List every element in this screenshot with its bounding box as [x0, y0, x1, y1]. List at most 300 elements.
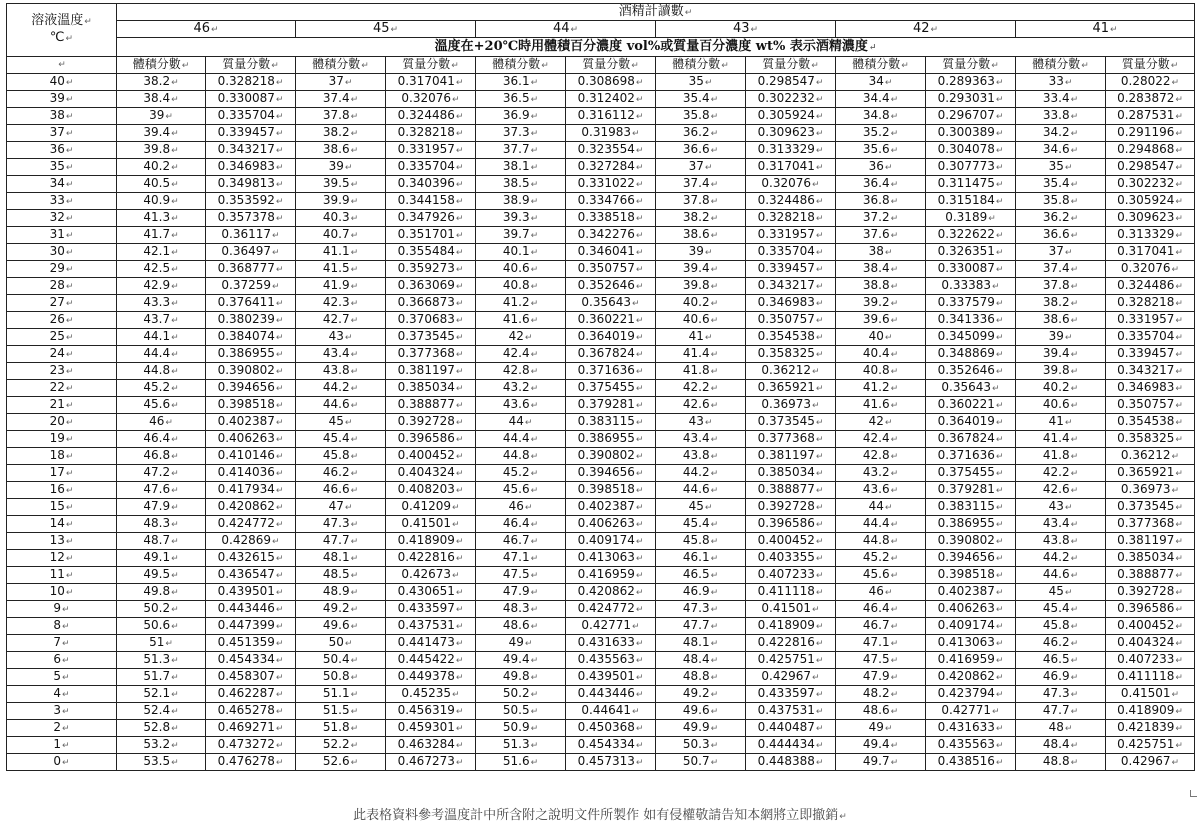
vol-cell [836, 754, 926, 771]
wt-cell-text: 0.407233 [1117, 652, 1175, 666]
vol-cell-text: 38.6 [682, 227, 710, 241]
wt-cell-text: 0.293031 [937, 91, 995, 105]
vol-cell-text: 43.4 [682, 431, 710, 445]
table-row [7, 669, 1195, 686]
vol-cell [656, 686, 746, 703]
paragraph-mark: ↵ [710, 588, 719, 598]
wt-cell [206, 142, 296, 159]
wt-cell-text: 0.462287 [217, 686, 275, 700]
paragraph-mark: ↵ [275, 724, 284, 734]
col-header-vol [117, 57, 206, 74]
wt-cell-text: 0.335704 [757, 244, 815, 258]
paragraph-mark: ↵ [635, 401, 644, 411]
paragraph-mark: ↵ [165, 639, 173, 649]
paragraph-mark: ↵ [710, 214, 719, 224]
temperature-cell-text: 20 [49, 414, 65, 428]
vol-cell-text: 48 [1048, 720, 1064, 734]
paragraph-mark: ↵ [350, 197, 359, 207]
wt-cell-text: 0.413063 [577, 550, 635, 564]
temperature-cell [7, 108, 117, 125]
vol-cell [476, 278, 566, 295]
wt-cell [926, 754, 1016, 771]
wt-cell-text: 0.394656 [217, 380, 275, 394]
table-row [7, 533, 1195, 550]
paragraph-mark: ↵ [890, 299, 899, 309]
paragraph-mark: ↵ [275, 163, 284, 173]
paragraph-mark: ↵ [632, 707, 640, 717]
wt-cell-text: 0.388877 [757, 482, 815, 496]
vol-cell [656, 346, 746, 363]
paragraph-mark: ↵ [1175, 248, 1183, 258]
vol-cell [296, 584, 386, 601]
paragraph-mark: ↵ [890, 367, 899, 377]
paragraph-mark: ↵ [171, 163, 179, 173]
paragraph-mark: ↵ [815, 503, 824, 513]
vol-cell [836, 686, 926, 703]
paragraph-mark: ↵ [171, 248, 179, 258]
reading-header [476, 21, 656, 38]
wt-cell-text: 0.345099 [937, 329, 995, 343]
vol-cell [476, 567, 566, 584]
wt-cell-text: 0.368777 [217, 261, 275, 275]
paragraph-mark: ↵ [1070, 537, 1079, 547]
vol-cell-text: 35 [688, 74, 704, 88]
wt-cell [386, 312, 476, 329]
paragraph-mark: ↵ [890, 231, 899, 241]
vol-cell-text: 42.4 [502, 346, 530, 360]
wt-cell-text: 0.313329 [757, 142, 815, 156]
wt-cell-text: 0.327284 [577, 159, 635, 173]
vol-cell [656, 567, 746, 584]
paragraph-mark: ↵ [530, 78, 539, 88]
paragraph-mark: ↵ [710, 435, 719, 445]
temperature-cell-text: 38 [49, 108, 65, 122]
wt-cell-text: 0.36497 [221, 244, 272, 258]
vol-cell [836, 414, 926, 431]
wt-cell-text: 0.458307 [217, 669, 275, 683]
vol-cell [1016, 210, 1106, 227]
vol-cell-text: 47.9 [502, 584, 530, 598]
table-row [7, 754, 1195, 771]
vol-cell [296, 737, 386, 754]
paragraph-mark: ↵ [710, 401, 719, 411]
paragraph-mark: ↵ [455, 588, 464, 598]
wt-cell [566, 754, 656, 771]
vol-cell [1016, 669, 1106, 686]
wt-cell-text: 0.392728 [397, 414, 455, 428]
wt-cell [386, 380, 476, 397]
wt-cell-text: 0.322622 [937, 227, 995, 241]
vol-cell [836, 533, 926, 550]
wt-cell [566, 703, 656, 720]
paragraph-mark: ↵ [815, 282, 824, 292]
paragraph-mark: ↵ [1175, 231, 1183, 241]
wt-cell-text: 0.390802 [577, 448, 635, 462]
wt-cell-text: 0.411118 [757, 584, 815, 598]
vol-cell-text: 39.3 [502, 210, 530, 224]
vol-cell [476, 737, 566, 754]
vol-cell [476, 720, 566, 737]
vol-cell-text: 41.3 [143, 210, 171, 224]
table-row [7, 635, 1195, 652]
vol-cell [117, 465, 206, 482]
vol-cell [1016, 363, 1106, 380]
paragraph-mark: ↵ [1064, 418, 1073, 428]
wt-cell-text: 0.328218 [217, 74, 275, 88]
paragraph-mark: ↵ [65, 248, 74, 258]
wt-cell-text: 0.360221 [577, 312, 635, 326]
wt-cell [386, 669, 476, 686]
paragraph-mark: ↵ [171, 316, 179, 326]
paragraph-mark: ↵ [635, 486, 644, 496]
vol-cell [656, 210, 746, 227]
header-row-group [7, 4, 1195, 21]
wt-cell [566, 584, 656, 601]
vol-cell [296, 720, 386, 737]
wt-cell [206, 244, 296, 261]
wt-cell-text: 0.440487 [757, 720, 815, 734]
paragraph-mark: ↵ [1070, 95, 1079, 105]
wt-cell-text: 0.424772 [217, 516, 275, 530]
temperature-cell [7, 227, 117, 244]
paragraph-mark: ↵ [635, 180, 644, 190]
vol-cell-text: 48.3 [502, 601, 530, 615]
vol-cell-text: 38.8 [862, 278, 890, 292]
paragraph-mark: ↵ [1175, 554, 1183, 564]
reading-header [836, 21, 1016, 38]
paragraph-mark: ↵ [1064, 163, 1073, 173]
vol-cell-text: 49 [868, 720, 884, 734]
wt-cell-text: 0.376411 [217, 295, 275, 309]
wt-cell-text: 0.32076 [1120, 261, 1171, 275]
paragraph-mark: ↵ [710, 112, 719, 122]
vol-cell-text: 37 [688, 159, 704, 173]
vol-cell [476, 142, 566, 159]
vol-cell-text: 40.6 [682, 312, 710, 326]
wt-cell-text: 0.32076 [761, 176, 812, 190]
vol-cell-text: 41.4 [682, 346, 710, 360]
vol-cell-text: 44.4 [143, 346, 171, 360]
paragraph-mark: ↵ [1070, 639, 1079, 649]
wt-cell [386, 278, 476, 295]
vol-cell-text: 44.8 [143, 363, 171, 377]
wt-cell [746, 397, 836, 414]
vol-cell-text: 43.2 [862, 465, 890, 479]
vol-cell-text: 48.2 [862, 686, 890, 700]
paragraph-mark: ↵ [710, 673, 719, 683]
temperature-cell [7, 397, 117, 414]
paragraph-mark: ↵ [171, 469, 179, 479]
vol-cell-text: 45.8 [1042, 618, 1070, 632]
wt-cell-text: 0.313329 [1117, 227, 1175, 241]
vol-cell-text: 41.8 [682, 363, 710, 377]
vol-cell-text: 45 [688, 499, 704, 513]
paragraph-mark: ↵ [65, 554, 74, 564]
paragraph-mark: ↵ [65, 231, 74, 241]
wt-cell [1106, 584, 1195, 601]
paragraph-mark: ↵ [530, 112, 539, 122]
vol-cell [117, 210, 206, 227]
wt-cell-text: 0.42771 [941, 703, 992, 717]
paragraph-mark: ↵ [995, 554, 1004, 564]
vol-cell [296, 244, 386, 261]
temperature-cell [7, 601, 117, 618]
vol-cell [476, 176, 566, 193]
table-row [7, 652, 1195, 669]
vol-cell [1016, 482, 1106, 499]
paragraph-mark: ↵ [344, 333, 353, 343]
wt-cell [1106, 142, 1195, 159]
paragraph-mark: ↵ [451, 61, 459, 71]
vol-cell-text: 41.8 [1042, 448, 1070, 462]
wt-cell-text: 0.352646 [577, 278, 635, 292]
wt-cell-text: 0.406263 [937, 601, 995, 615]
vol-cell-text: 37.6 [862, 227, 890, 241]
wt-cell-text: 0.441473 [397, 635, 455, 649]
paragraph-mark: ↵ [530, 571, 539, 581]
vol-cell [296, 159, 386, 176]
table-row [7, 550, 1195, 567]
wt-cell-text: 0.324486 [397, 108, 455, 122]
col-header-wt-text: 質量分數 [1121, 57, 1170, 71]
wt-cell [206, 601, 296, 618]
paragraph-mark: ↵ [171, 367, 179, 377]
paragraph-mark: ↵ [1171, 758, 1180, 768]
vol-cell-text: 36.2 [1042, 210, 1070, 224]
wt-cell [746, 465, 836, 482]
wt-cell-text: 0.394656 [937, 550, 995, 564]
wt-cell [746, 567, 836, 584]
paragraph-mark: ↵ [171, 265, 179, 275]
wt-cell-text: 0.392728 [1117, 584, 1175, 598]
vol-cell [117, 703, 206, 720]
vol-cell [296, 431, 386, 448]
wt-cell-text: 0.469271 [217, 720, 275, 734]
vol-cell [296, 261, 386, 278]
vol-cell [1016, 346, 1106, 363]
paragraph-mark: ↵ [530, 299, 539, 309]
paragraph-mark: ↵ [995, 367, 1004, 377]
wt-cell-text: 0.353592 [217, 193, 275, 207]
paragraph-mark: ↵ [350, 95, 359, 105]
vol-cell-text: 40 [868, 329, 884, 343]
paragraph-mark: ↵ [1175, 571, 1183, 581]
paragraph-mark: ↵ [171, 299, 179, 309]
paragraph-mark: ↵ [1175, 129, 1183, 139]
paragraph-mark: ↵ [635, 163, 644, 173]
paragraph-mark: ↵ [350, 469, 359, 479]
vol-cell [296, 380, 386, 397]
paragraph-mark: ↵ [901, 61, 909, 71]
vol-cell-text: 44.2 [682, 465, 710, 479]
paragraph-mark: ↵ [350, 112, 359, 122]
vol-cell-text: 41 [688, 329, 704, 343]
paragraph-mark: ↵ [635, 95, 644, 105]
vol-cell-text: 48.4 [682, 652, 710, 666]
col-header-vol-text: 體積分數 [672, 57, 721, 71]
wt-cell [926, 550, 1016, 567]
paragraph-mark: ↵ [988, 214, 996, 224]
vol-cell-text: 49.1 [143, 550, 171, 564]
paragraph-mark: ↵ [635, 78, 644, 88]
vol-cell [296, 533, 386, 550]
wt-cell [386, 329, 476, 346]
paragraph-mark: ↵ [65, 418, 74, 428]
wt-cell-text: 0.406263 [577, 516, 635, 530]
paragraph-mark: ↵ [350, 588, 359, 598]
temperature-cell [7, 142, 117, 159]
vol-cell [656, 397, 746, 414]
paragraph-mark: ↵ [635, 316, 644, 326]
temperature-cell [7, 720, 117, 737]
wt-cell [386, 142, 476, 159]
wt-cell [926, 261, 1016, 278]
vol-cell [656, 703, 746, 720]
paragraph-mark: ↵ [890, 486, 899, 496]
wt-cell-text: 0.302232 [1117, 176, 1175, 190]
wt-cell-text: 0.386955 [937, 516, 995, 530]
paragraph-mark: ↵ [992, 384, 1000, 394]
paragraph-mark: ↵ [995, 197, 1004, 207]
paragraph-mark: ↵ [995, 503, 1004, 513]
vol-cell [1016, 74, 1106, 91]
wt-cell [566, 737, 656, 754]
vol-cell [656, 499, 746, 516]
paragraph-mark: ↵ [455, 333, 464, 343]
wt-cell [926, 159, 1016, 176]
wt-cell-text: 0.312402 [577, 91, 635, 105]
wt-cell [746, 448, 836, 465]
wt-cell [926, 346, 1016, 363]
paragraph-mark: ↵ [455, 622, 464, 632]
wt-cell [1106, 397, 1195, 414]
paragraph-mark: ↵ [995, 605, 1004, 615]
paragraph-mark: ↵ [171, 656, 179, 666]
paragraph-mark: ↵ [710, 265, 719, 275]
paragraph-mark: ↵ [710, 486, 719, 496]
paragraph-mark: ↵ [635, 503, 644, 513]
wt-cell-text: 0.3189 [945, 210, 988, 224]
vol-cell-text: 39.5 [322, 176, 350, 190]
wt-cell-text: 0.417934 [217, 482, 275, 496]
vol-cell [836, 244, 926, 261]
wt-cell [566, 363, 656, 380]
wt-cell [206, 465, 296, 482]
vol-cell [836, 703, 926, 720]
paragraph-mark: ↵ [65, 112, 74, 122]
paragraph-mark: ↵ [350, 146, 359, 156]
subtitle-cell [117, 38, 1195, 57]
wt-cell-text: 0.404324 [397, 465, 455, 479]
vol-cell-text: 48.8 [1042, 754, 1070, 768]
wt-cell-text: 0.380239 [217, 312, 275, 326]
vol-cell-text: 39.9 [322, 193, 350, 207]
paragraph-mark: ↵ [171, 520, 179, 530]
wt-cell-text: 0.350757 [1117, 397, 1175, 411]
vol-cell [117, 754, 206, 771]
wt-cell [206, 686, 296, 703]
temperature-cell-text: 26 [49, 312, 65, 326]
vol-cell-text: 40.9 [143, 193, 171, 207]
paragraph-mark: ↵ [995, 248, 1004, 258]
wt-cell [926, 397, 1016, 414]
vol-cell [117, 142, 206, 159]
wt-cell-text: 0.358325 [1117, 431, 1175, 445]
vol-cell [656, 414, 746, 431]
paragraph-mark: ↵ [890, 656, 899, 666]
paragraph-mark: ↵ [275, 571, 284, 581]
wt-cell-text: 0.339457 [757, 261, 815, 275]
wt-cell [926, 227, 1016, 244]
paragraph-mark: ↵ [815, 163, 824, 173]
wt-cell [206, 720, 296, 737]
wt-cell [1106, 618, 1195, 635]
wt-cell [566, 652, 656, 669]
vol-cell-text: 42.7 [322, 312, 350, 326]
paragraph-mark: ↵ [275, 299, 284, 309]
vol-cell [296, 652, 386, 669]
vol-cell-text: 48.6 [862, 703, 890, 717]
paragraph-mark: ↵ [1070, 299, 1079, 309]
vol-cell-text: 46.7 [862, 618, 890, 632]
vol-cell-text: 48.6 [502, 618, 530, 632]
wt-cell [206, 669, 296, 686]
wt-cell-text: 0.433597 [397, 601, 455, 615]
vol-cell-text: 47.5 [862, 652, 890, 666]
wt-cell [566, 312, 656, 329]
wt-cell-text: 0.340396 [397, 176, 455, 190]
paragraph-mark: ↵ [452, 690, 460, 700]
wt-cell-text: 0.459301 [397, 720, 455, 734]
table-row [7, 125, 1195, 142]
vol-cell [296, 108, 386, 125]
wt-cell [1106, 346, 1195, 363]
paragraph-mark: ↵ [275, 350, 284, 360]
paragraph-mark: ↵ [1175, 197, 1183, 207]
table-row [7, 686, 1195, 703]
temperature-cell-text: 19 [49, 431, 65, 445]
paragraph-mark: ↵ [995, 537, 1004, 547]
paragraph-mark: ↵ [710, 350, 719, 360]
vol-cell [1016, 635, 1106, 652]
vol-cell [1016, 227, 1106, 244]
wt-cell [1106, 550, 1195, 567]
paragraph-mark: ↵ [815, 622, 824, 632]
wt-cell [1106, 669, 1195, 686]
vol-cell-text: 44.1 [143, 329, 171, 343]
wt-cell-text: 0.467273 [397, 754, 455, 768]
vol-cell-text: 43.8 [682, 448, 710, 462]
paragraph-mark: ↵ [1175, 656, 1183, 666]
paragraph-mark: ↵ [991, 61, 999, 71]
vol-cell-text: 43.6 [862, 482, 890, 496]
vol-cell-text: 46 [149, 414, 165, 428]
wt-cell-text: 0.433597 [757, 686, 815, 700]
paragraph-mark: ↵ [1070, 401, 1079, 411]
wt-cell [206, 652, 296, 669]
paragraph-mark: ↵ [635, 248, 644, 258]
wt-cell-text: 0.381197 [757, 448, 815, 462]
vol-cell [1016, 465, 1106, 482]
col-header-vol [1016, 57, 1106, 74]
paragraph-mark: ↵ [65, 282, 74, 292]
vol-cell-text: 51 [149, 635, 165, 649]
paragraph-mark: ↵ [815, 520, 824, 530]
wt-cell-text: 0.476278 [217, 754, 275, 768]
paragraph-mark: ↵ [890, 95, 899, 105]
vol-cell-text: 37.4 [1042, 261, 1070, 275]
paragraph-mark: ↵ [452, 571, 460, 581]
